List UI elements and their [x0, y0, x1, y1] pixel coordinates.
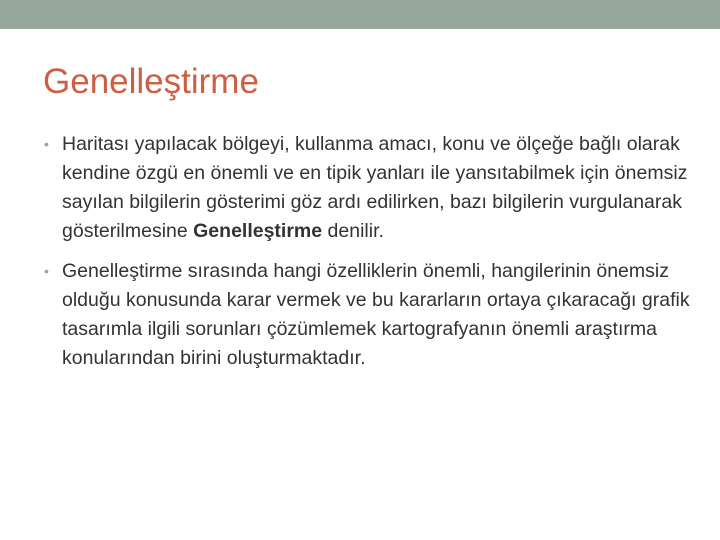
bullet-item-research — [44, 257, 694, 373]
definition-ending: denilir. — [322, 220, 384, 242]
slide-title: Genelleştirme — [43, 62, 259, 101]
bullet-text — [62, 133, 687, 242]
bullet-dot-icon: • — [44, 263, 49, 279]
bullet-text: Genelleştirme sırasında hangi özelliklerin önemli, hangilerinin önemsiz olduğu konusunda karar vermek ve bu kararların ortaya çıkaracağı grafik tasarımla ilgili sorunları çözümlemek kartografyanın önemli araştırma konularından birini oluşturmaktadır. — [62, 260, 690, 369]
bullet-list — [44, 130, 694, 384]
emphasized-term: Genelleştirme — [193, 220, 323, 242]
top-accent-bar — [0, 0, 720, 29]
bullet-dot-icon: • — [44, 136, 49, 152]
definition-text: Haritası yapılacak bölgeyi, kullanma amacı, konu ve ölçeğe bağlı olarak kendine özgü en önemli ve en tipik yanları ile yansıtabilmek için önemsiz sayılan bilgilerin gösterimi göz ardı edilirken, bazı bilgilerin vurgulanarak gösterilmesine — [62, 133, 688, 242]
bullet-item-definition — [44, 130, 694, 246]
